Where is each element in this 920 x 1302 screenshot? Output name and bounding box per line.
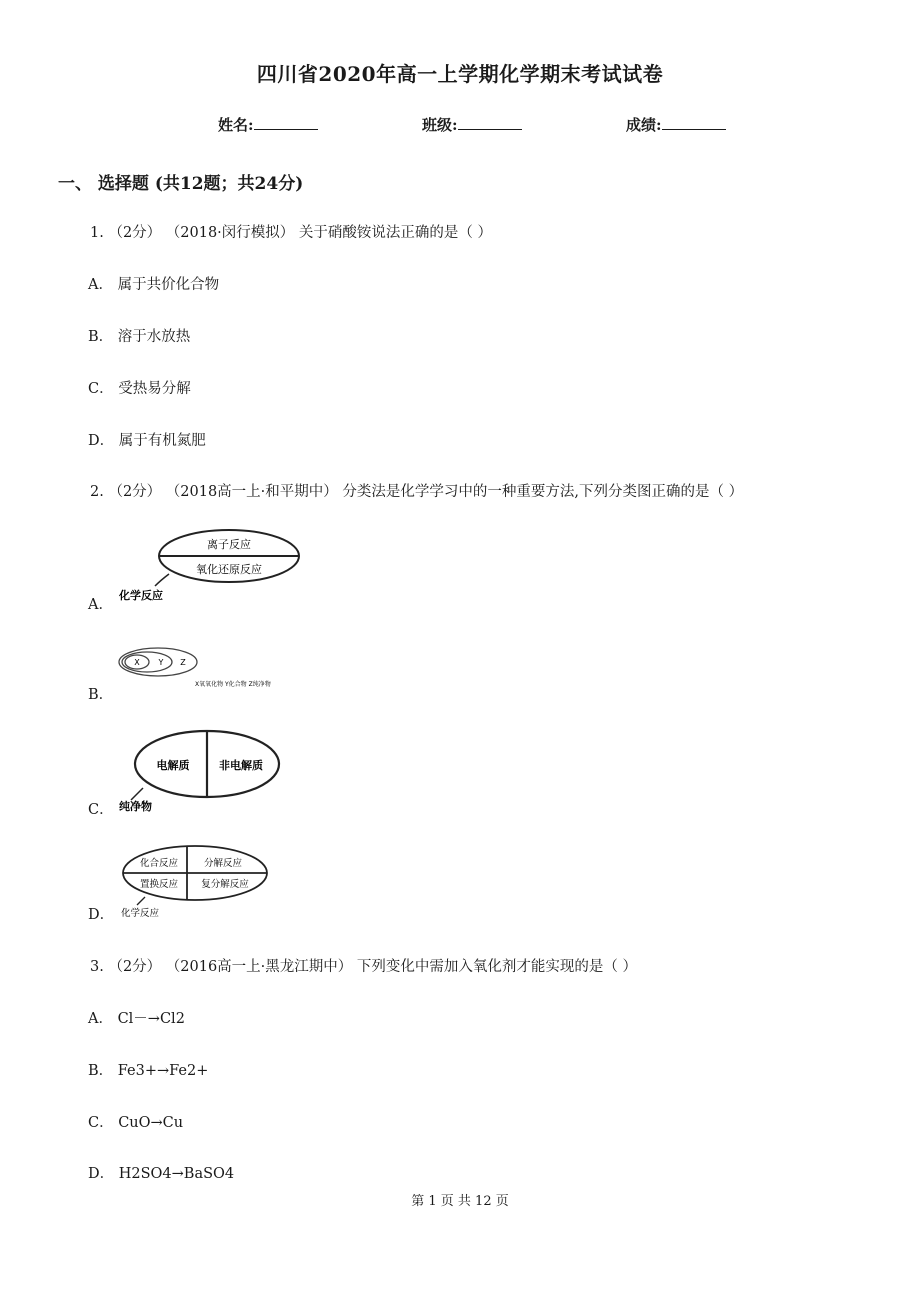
diagram-b bbox=[115, 644, 300, 690]
question-1-stem: 1. （2分） （2018·闵行模拟） 关于硝酸铵说法正确的是（ ） bbox=[90, 225, 493, 241]
question-2-option-d: D． bbox=[88, 907, 115, 923]
name-field bbox=[218, 114, 318, 135]
diagram-a bbox=[115, 526, 310, 606]
diagram-c-pointer bbox=[131, 788, 143, 800]
score-field bbox=[626, 114, 726, 135]
diagram-a-pointer bbox=[155, 574, 169, 586]
section-heading: 一、 选择题 (共12题；共24分) bbox=[58, 174, 304, 194]
question-2-option-b: B． bbox=[88, 687, 114, 703]
diagram-b-middle-ellipse bbox=[122, 652, 172, 672]
diagram-d-outer-label: 化学反应 bbox=[121, 908, 160, 919]
question-3-option-a: A． Cl－→Cl2 bbox=[88, 1011, 185, 1027]
diagram-a-outer-label: 化学反应 bbox=[119, 589, 163, 602]
name-blank bbox=[254, 115, 318, 130]
class-blank bbox=[458, 115, 522, 130]
diagram-d bbox=[115, 843, 280, 923]
diagram-b-middle-label: Y bbox=[158, 658, 164, 667]
page-footer: 第 1 页 共 12 页 bbox=[411, 1194, 509, 1209]
diagram-c-right-label: 非电解质 bbox=[219, 759, 263, 772]
diagram-a-top-label: 离子反应 bbox=[207, 538, 251, 551]
score-label: 成绩: bbox=[626, 116, 662, 134]
score-blank bbox=[662, 115, 726, 130]
page-title: 四川省2020年高一上学期化学期末考试试卷 bbox=[256, 62, 664, 86]
question-2-stem: 2. （2分） （2018高一上·和平期中） 分类法是化学学习中的一种重要方法,下列分类图正确的是（ ） bbox=[90, 484, 744, 500]
diagram-a-bottom-label: 氧化还原反应 bbox=[196, 563, 262, 576]
question-3-option-d: D． H2SO4→BaSO4 bbox=[88, 1166, 235, 1182]
diagram-d-bl-label: 置换反应 bbox=[139, 879, 179, 890]
question-1-option-d: D． 属于有机氮肥 bbox=[88, 433, 206, 449]
question-2-option-a: A． bbox=[88, 597, 113, 613]
diagram-b-outer-label: Z bbox=[180, 658, 186, 667]
question-3-stem: 3. （2分） （2016高一上·黑龙江期中） 下列变化中需加入氧化剂才能实现的是（ ） bbox=[90, 959, 638, 975]
question-1-option-c: C． 受热易分解 bbox=[88, 381, 191, 397]
question-3-option-b: B． Fe3+→Fe2+ bbox=[88, 1063, 209, 1079]
diagram-d-pointer bbox=[137, 897, 145, 905]
diagram-b-caption: X氧氧化物 Y化合物 Z纯净物 bbox=[195, 681, 271, 688]
diagram-d-br-label: 复分解反应 bbox=[201, 879, 249, 890]
diagram-c bbox=[115, 728, 285, 818]
diagram-d-tr-label: 分解反应 bbox=[203, 858, 243, 869]
class-label: 班级: bbox=[422, 116, 458, 134]
question-1-option-a: A． 属于共价化合物 bbox=[88, 277, 220, 293]
name-label: 姓名: bbox=[218, 116, 254, 134]
diagram-d-tl-label: 化合反应 bbox=[139, 858, 179, 869]
diagram-c-outer-label: 纯净物 bbox=[119, 800, 152, 813]
question-3-option-c: C． CuO→Cu bbox=[88, 1115, 184, 1131]
question-1-option-b: B． 溶于水放热 bbox=[88, 329, 191, 345]
class-field bbox=[422, 114, 522, 135]
diagram-c-left-label: 电解质 bbox=[156, 759, 190, 772]
question-2-option-c: C． bbox=[88, 802, 114, 818]
diagram-b-inner-label: X bbox=[134, 658, 140, 667]
